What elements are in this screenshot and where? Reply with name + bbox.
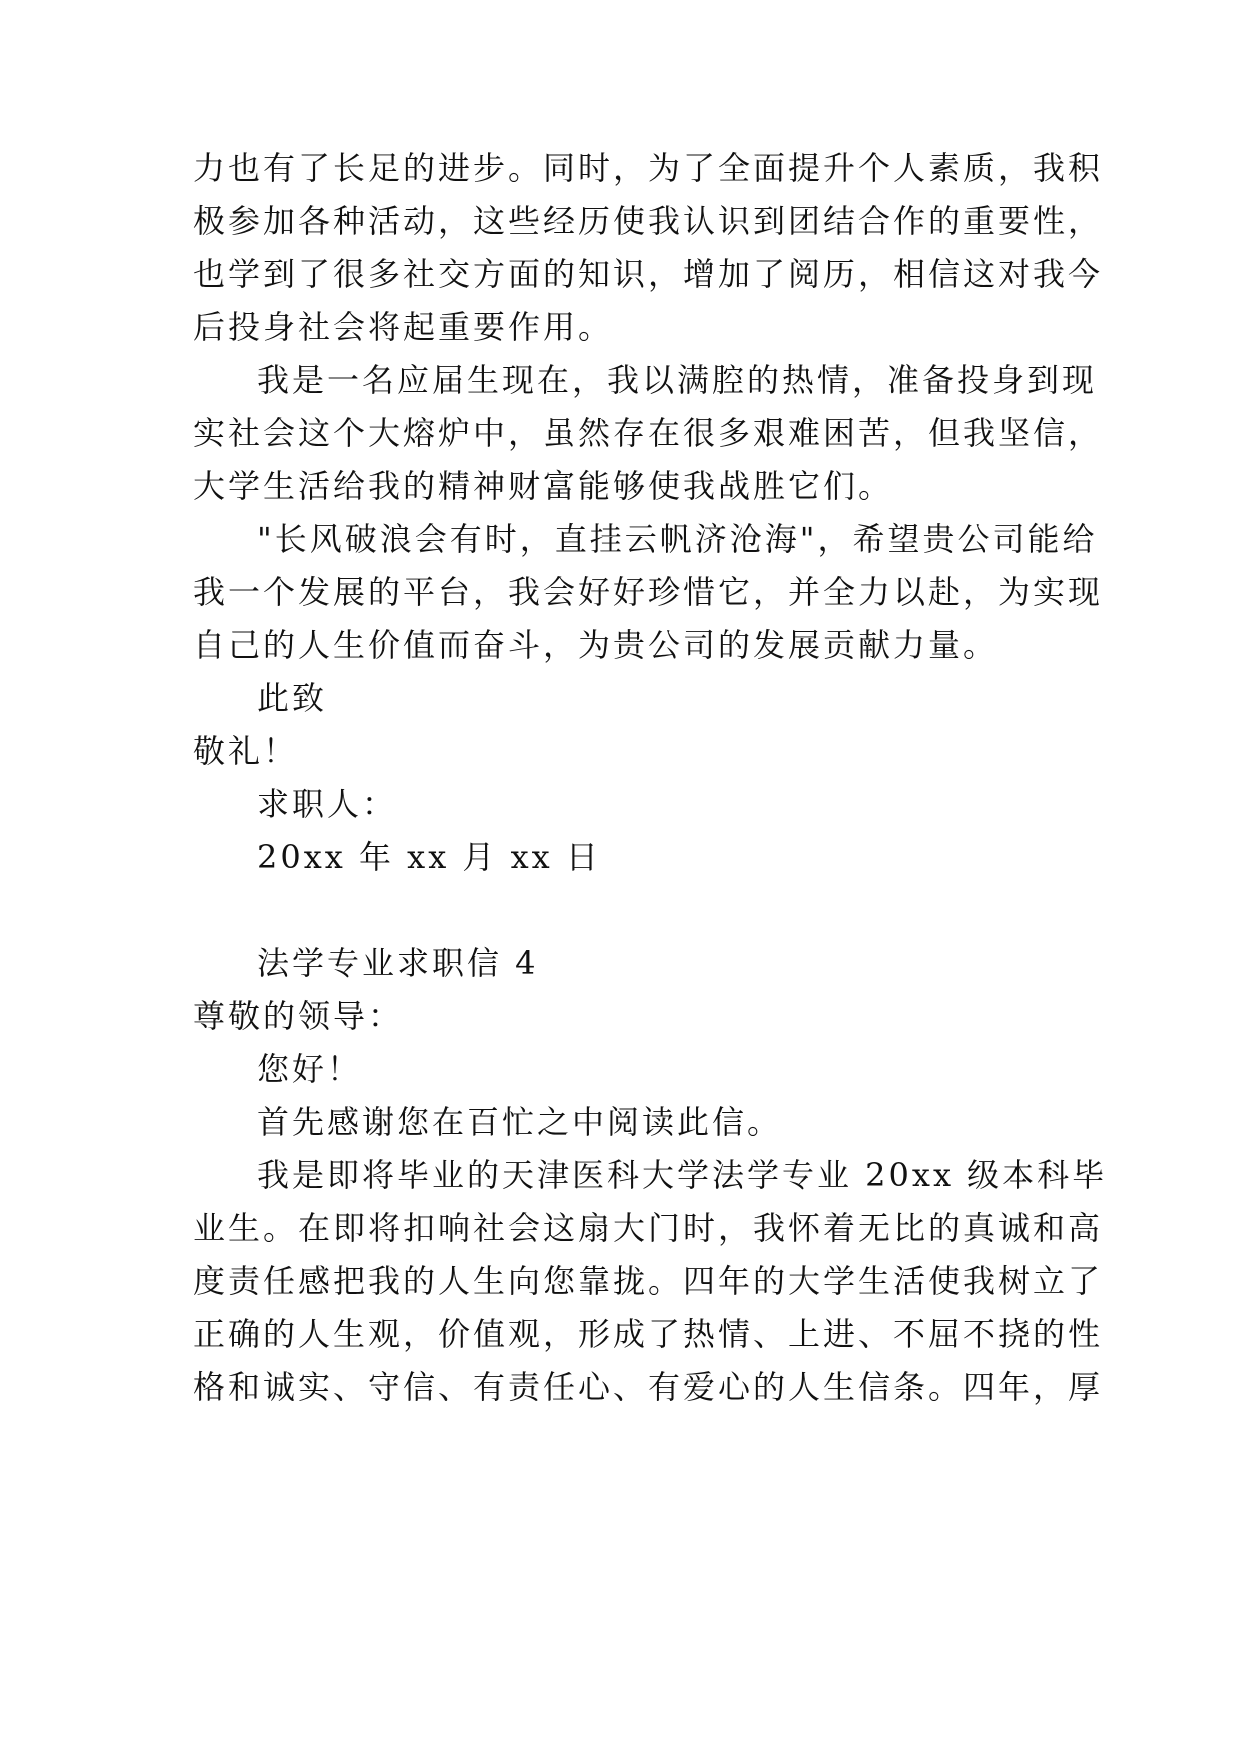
signature-applicant: 求职人：: [257, 785, 398, 823]
text-line: 度责任感把我的人生向您靠拢。四年的大学生活使我树立了: [193, 1262, 1104, 1300]
paragraph-start: 我是一名应届生现在，我以满腔的热情，准备投身到现: [257, 361, 1098, 399]
closing-salutation: 此致: [257, 679, 328, 717]
paragraph-start: 我是即将毕业的天津医科大学法学专业 20xx 级本科毕: [257, 1156, 1108, 1194]
paragraph-start: "长风破浪会有时，直挂云帆济沧海"，希望贵公司能给: [257, 520, 1098, 558]
text-line: 格和诚实、守信、有责任心、有爱心的人生信条。四年，厚: [193, 1368, 1104, 1406]
text-line: 我一个发展的平台，我会好好珍惜它，并全力以赴，为实现: [193, 573, 1104, 611]
greeting-recipient: 尊敬的领导：: [193, 997, 404, 1035]
text-line: 大学生活给我的精神财富能够使我战胜它们。: [193, 467, 894, 505]
text-line: 实社会这个大熔炉中，虽然存在很多艰难困苦，但我坚信，: [193, 414, 1104, 452]
text-line: 业生。在即将扣响社会这扇大门时，我怀着无比的真诚和高: [193, 1209, 1104, 1247]
text-line: 力也有了长足的进步。同时，为了全面提升个人素质，我积: [193, 149, 1104, 187]
text-line: 正确的人生观，价值观，形成了热情、上进、不屈不挠的性: [193, 1315, 1104, 1353]
text-line: 也学到了很多社交方面的知识，增加了阅历，相信这对我今: [193, 255, 1104, 293]
section-title: 法学专业求职信 4: [257, 944, 539, 982]
signature-date: 20xx 年 xx 月 xx 日: [257, 838, 601, 876]
paragraph-start: 首先感谢您在百忙之中阅读此信。: [257, 1103, 783, 1141]
text-line: 后投身社会将起重要作用。: [193, 308, 614, 346]
closing-regards: 敬礼！: [193, 732, 299, 770]
text-line: 自己的人生价值而奋斗，为贵公司的发展贡献力量。: [193, 626, 999, 664]
greeting-hello: 您好！: [257, 1050, 363, 1088]
text-line: 极参加各种活动，这些经历使我认识到团结合作的重要性，: [193, 202, 1104, 240]
